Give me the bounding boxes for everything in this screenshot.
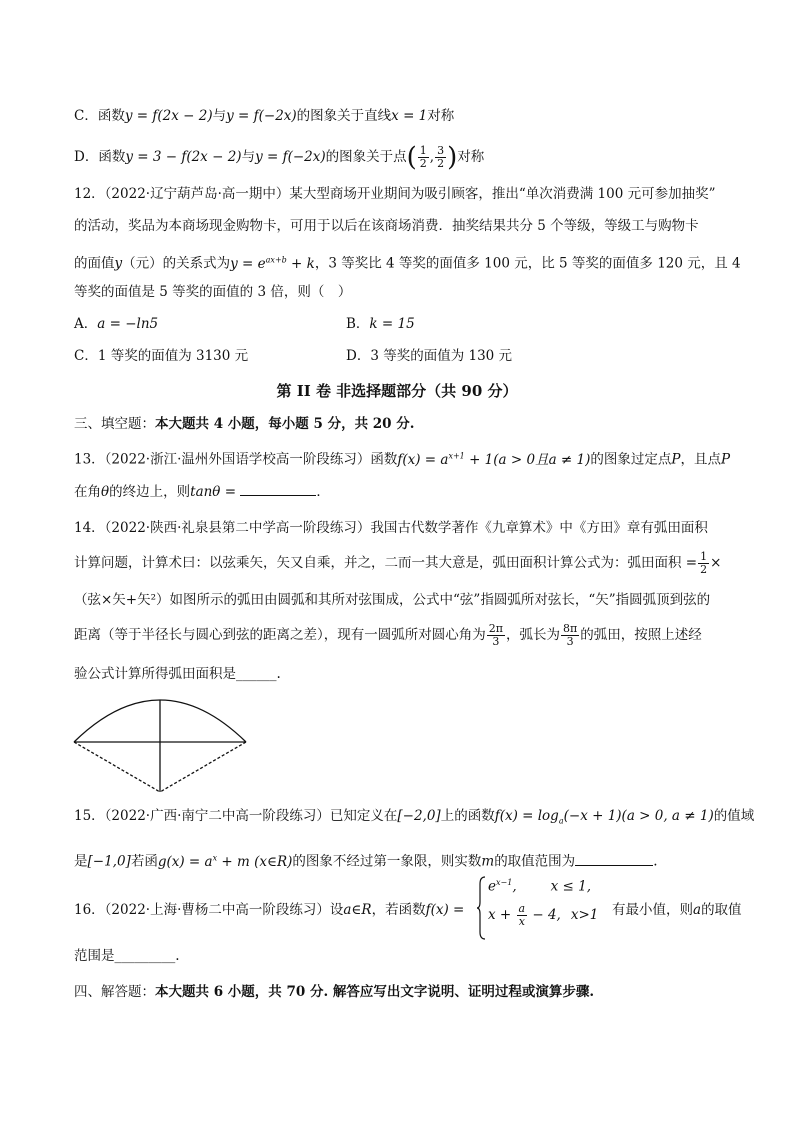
answer-blank [240, 481, 316, 496]
q13-line-2: 在角θ的终边上，则tanθ = ． [74, 481, 330, 502]
q14-line-4: 距离（等于半径长与圆心到弦的距离之差），现有一圆弧所对圆心角为 $\frac{2\pi}{3}$ ，弧长为 $\frac{8\pi}{3}$ 的弧田，按照上述经 [74, 622, 702, 648]
option-d: D．函数y = 3 − f(2x − 2)与y = f(−2x)的图象关于点( $\frac{1}{2}$ , $\frac{3}{2}$ )对称 [74, 142, 485, 173]
q16-line-1-end: 有最小值，则a的取值 [612, 902, 742, 918]
fraction: $\frac{1}{2}$ [419, 144, 427, 170]
q14-line-3: （弦×矢+矢²）如图所示的弧田由圆弧和其所对弦围成，公式中“弦”指圆弧所对弦长，“矢”指圆弧顶到弦的 [74, 592, 711, 608]
q12-option-d: D．3 等奖的面值为 130 元 [346, 348, 513, 364]
q14-line-1: 14．（2022·陕西·礼泉县第二中学高一阶段练习）我国古代数学著作《九章算术》中《方田》章有弧田面积 [74, 520, 708, 536]
q14-line-2: 计算问题，计算术曰：以弦乘矢，矢又自乘，并之，二而一其大意是，弧田面积计算公式为：弧田面积 = $\frac{1}{2}$ × [74, 550, 722, 576]
answer-blank [575, 851, 653, 866]
q12-line-4: 等奖的面值是 5 等奖的面值的 3 倍，则（ ） [74, 284, 352, 300]
q13-line-1: 13．（2022·浙江·温州外国语学校高一阶段练习）函数$f(x) = a^{x+1} + 1(a > 0$且a ≠ 1)的图象过定点P，且点P [74, 451, 731, 468]
fraction: $\frac{2\pi}{3}$ [488, 622, 503, 648]
document-page: C．函数y = f(2x − 2)与y = f(−2x)的图象关于直线x = 1对称 D．函数y = 3 − f(2x − 2)与y = f(−2x)的图象关于点( $\frac{1}{2}$ , $\frac{3}{2}$ )对称 12．（2022·辽宁葫芦岛·高一期中）某大型商场开业期间为吸引顾客，推出“单次消费满 100 元可参加抽奖” 的活动，奖品为本商场现金购物卡，可用于以后在该商场消费．抽奖结果共分 5 个等级，等级工与购物卡 的面值y（元）的关系式为$y = e^{ax+b} + k$，3 等奖比 4 等奖的面值多 100 元，比 5 等奖的面值多 120 元，且 4 等奖的面值是 5 等奖的面值的 3 倍，则（ ） A．a = −ln5 B．k = 15 C．1 等奖的面值为 3130 元 D．3 等奖的面值为 130 元 第 II 卷 非选择题部分（共 90 分） 三、填空题：本大题共 4 小题，每小题 5 分，共 20 分. 13．（2022·浙江·温州外国语学校高一阶段练习）函数$f(x) = a^{x+1} + 1(a > 0$且a ≠ 1)的图象过定点P，且点P 在角θ的终边上，则tanθ = ． 14．（2022·陕西·礼泉县第二中学高一阶段练习）我国古代数学著作《九章算术》中《方田》章有弧田面积 计算问题，计算术曰：以弦乘矢，矢又自乘，并之，二而一其大意是，弧田面积计算公式为：弧田面积 = $\frac{1}{2}$ × （弦×矢+矢²）如图所示的弧田由圆弧和其所对弦围成，公式中“弦”指圆弧所对弦长，“矢”指圆弧顶到弦的 距离（等于半径长与圆心到弦的距离之差），现有一圆弧所对圆心角为 $\frac{2\pi}{3}$ ，弧长为 $\frac{8\pi}{3}$ 的弧田，按照上述经 验公式计算所得弧田面积是______. 15．（2022·广西·南宁二中高一阶段练习）已知定义在[−2,0]上的函数$f(x) = \log_a(-x + 1)(a > 0$, a ≠ 1)的值域 是[−1,0]若函$g(x) = a^x + m$ (x∈R)的图象不经过第一象限，则实数m的取值范围为 . 16．（2022·上海·曹杨二中高一阶段练习）设a∈R，若函数f(x) = $e^{x-1}$, x ≤ 1, x + $\frac{a}{x}$ − 4, x>1 有最小值，则a的取值 范围是_________. 四、解答题：本大题共 6 小题，共 70 分. 解答应写出文字说明、证明过程或演算步骤. [0, 0, 794, 1123]
q15-line-2: 是[−1,0]若函$g(x) = a^x + m$ (x∈R)的图象不经过第一象限，则实数m的取值范围为 . [74, 848, 657, 872]
q12-line-3: 的面值y（元）的关系式为$y = e^{ax+b} + k$，3 等奖比 4 等奖的面值多 100 元，比 5 等奖的面值多 120 元，且 4 [74, 255, 741, 272]
option-c: C．函数y = f(2x − 2)与y = f(−2x)的图象关于直线x = 1对称 [74, 108, 455, 124]
q14-line-5: 验公式计算所得弧田面积是______. [74, 666, 281, 682]
q15-line-1: 15．（2022·广西·南宁二中高一阶段练习）已知定义在[−2,0]上的函数$f(x) = \log_a(-x + 1)(a > 0$, a ≠ 1)的值域 [74, 808, 755, 826]
brace-icon [476, 876, 486, 940]
q12-option-a: A．a = −ln5 [74, 316, 159, 332]
fraction: $\frac{1}{2}$ [700, 550, 708, 576]
section-3-heading: 三、填空题：本大题共 4 小题，每小题 5 分，共 20 分. [74, 416, 415, 432]
q12-line-1: 12．（2022·辽宁葫芦岛·高一期中）某大型商场开业期间为吸引顾客，推出“单次消费满 100 元可参加抽奖” [74, 186, 716, 202]
fraction: $\frac{8\pi}{3}$ [562, 622, 578, 648]
q12-option-b: B．k = 15 [346, 316, 415, 332]
q16-line-1: 16．（2022·上海·曹杨二中高一阶段练习）设a∈R，若函数f(x) = [74, 902, 465, 918]
section-4-heading: 四、解答题：本大题共 6 小题，共 70 分. 解答应写出文字说明、证明过程或演算步骤. [74, 984, 595, 1000]
fraction: $\frac{3}{2}$ [437, 144, 445, 170]
q16-line-2: 范围是_________. [74, 948, 180, 964]
q12-line-2: 的活动，奖品为本商场现金购物卡，可用于以后在该商场消费．抽奖结果共分 5 个等级，等级工与购物卡 [74, 218, 699, 234]
q12-option-c: C．1 等奖的面值为 3130 元 [74, 348, 249, 364]
section-title: 第 II 卷 非选择题部分（共 90 分） [276, 382, 518, 400]
arc-field-diagram [70, 692, 252, 796]
